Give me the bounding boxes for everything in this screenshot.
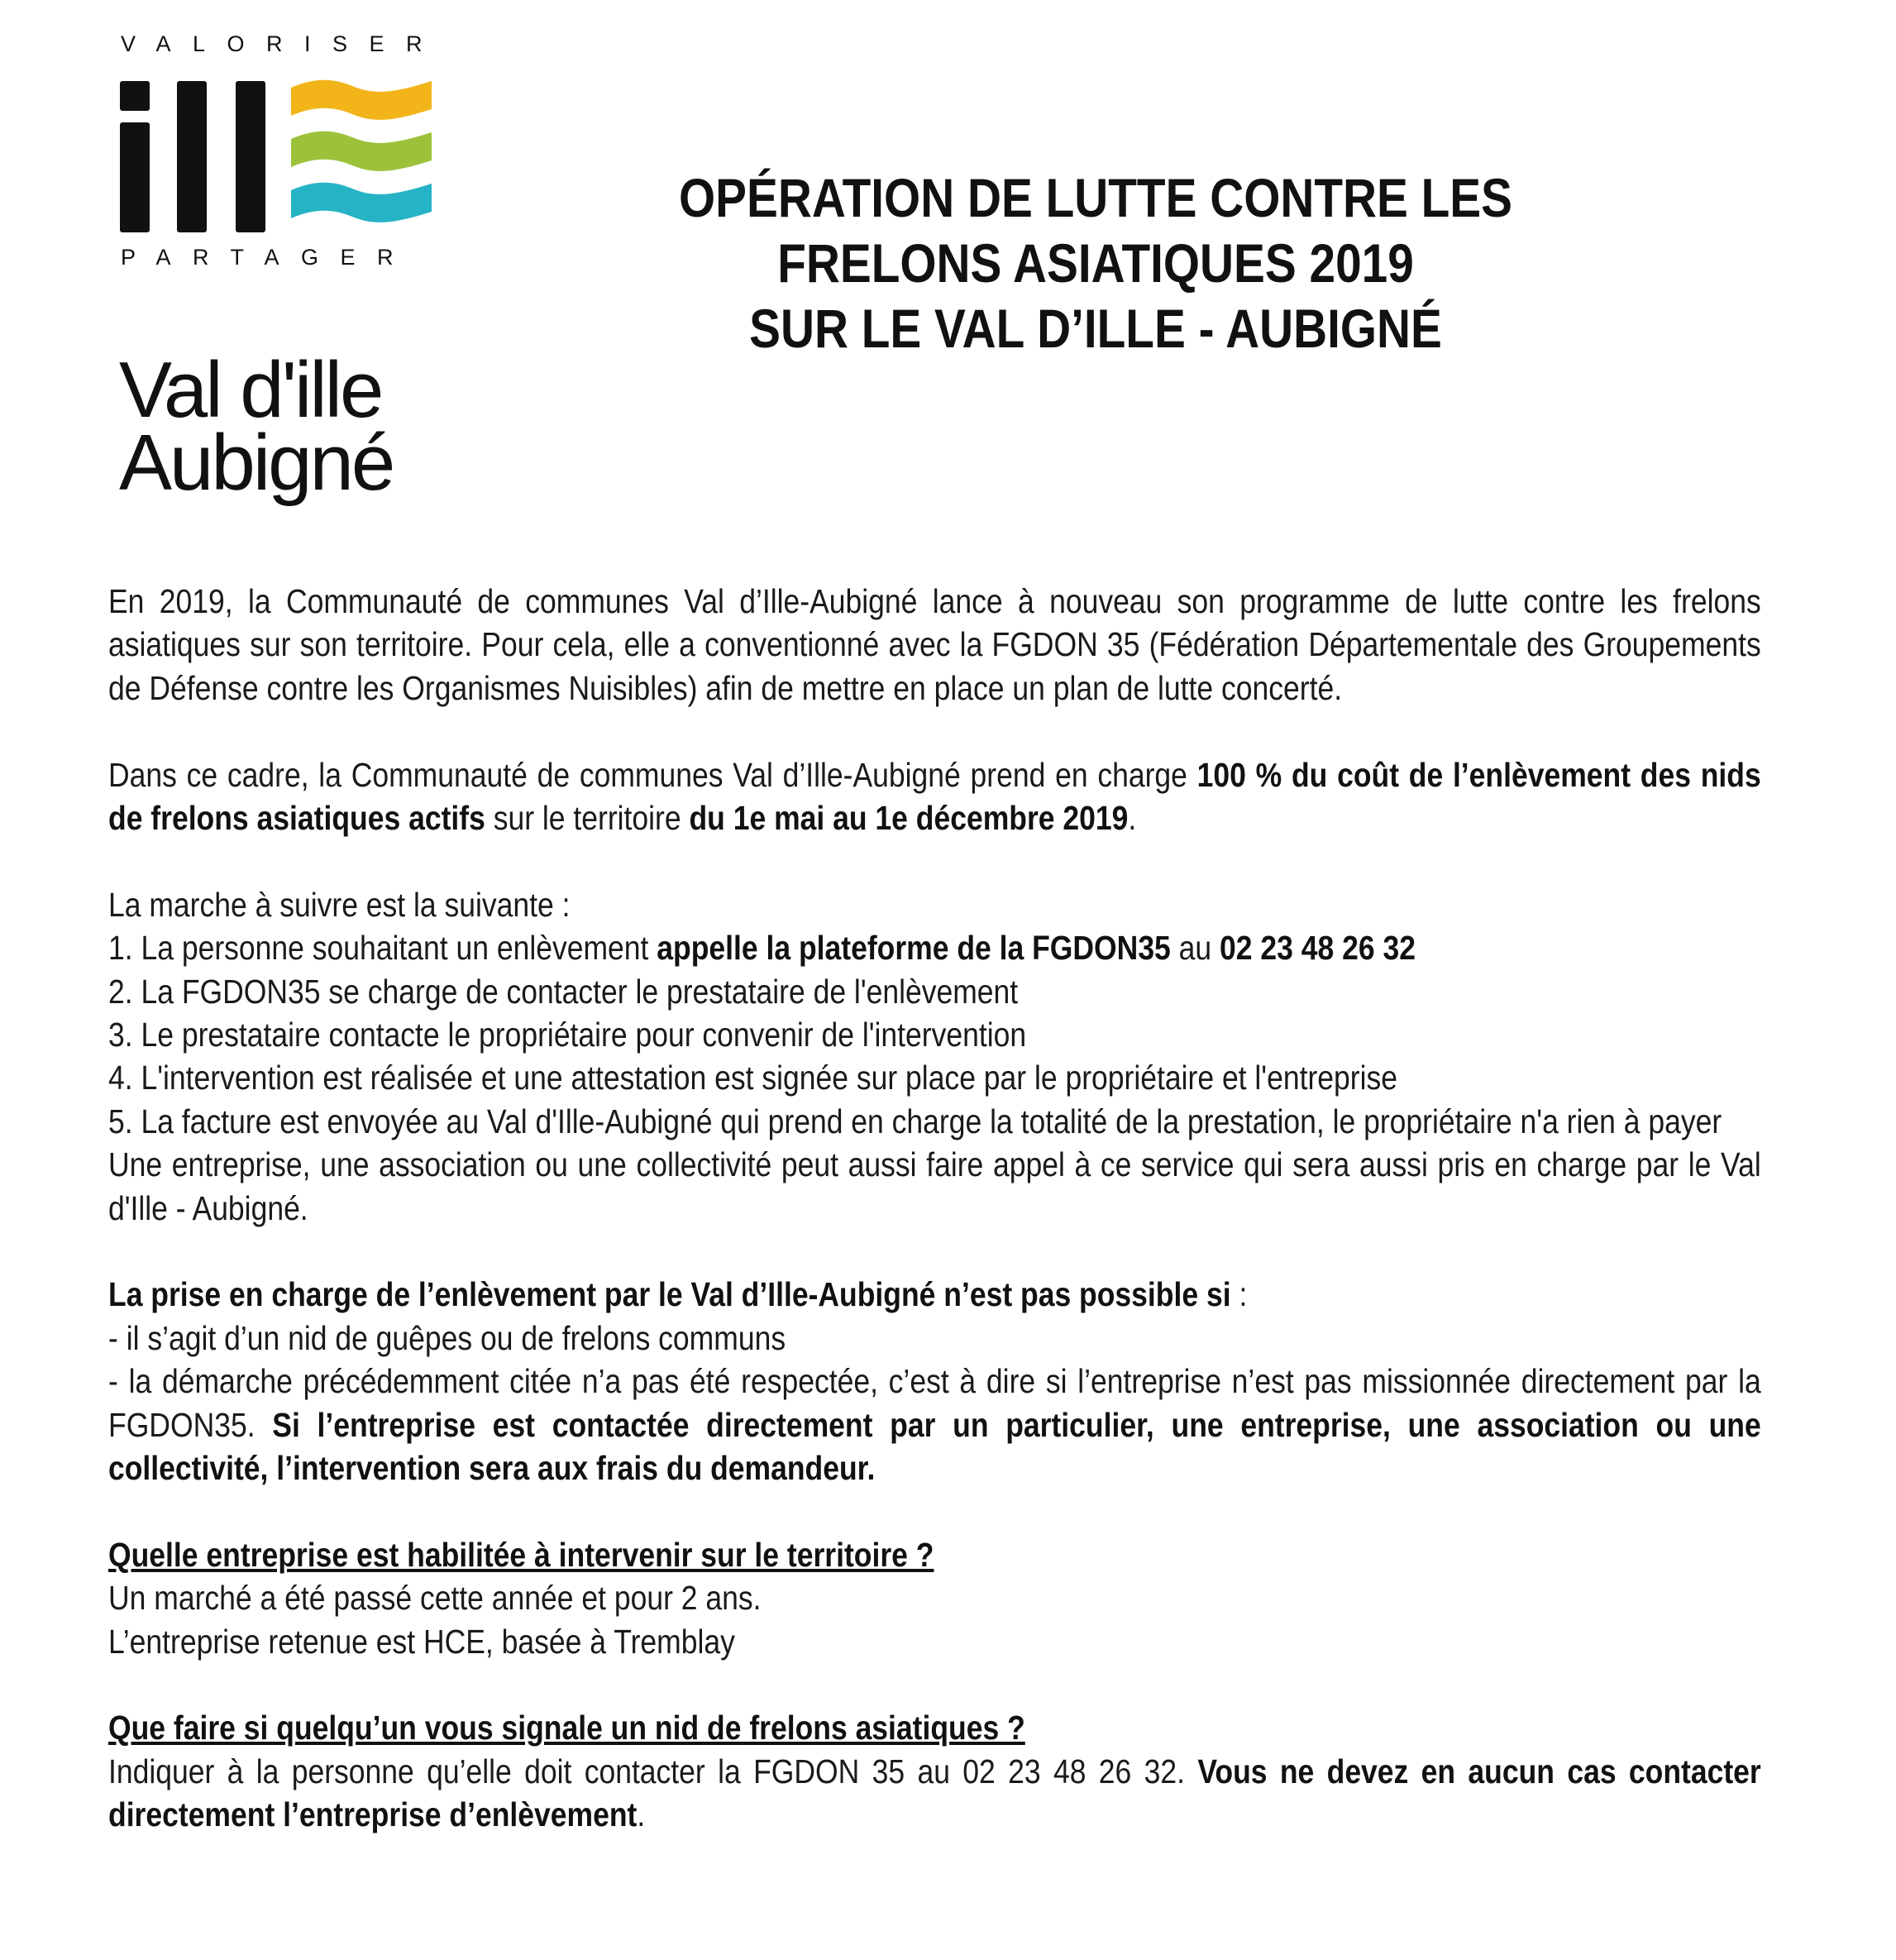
provider-section xyxy=(108,1533,1761,1663)
exclusions-heading-suffix: : xyxy=(1230,1275,1248,1314)
ille-logo-mark xyxy=(116,76,447,241)
report-section xyxy=(108,1706,1761,1836)
exclusions-heading xyxy=(108,1273,1761,1316)
logo-brand-line1: Val d'ille xyxy=(119,346,382,434)
logo-letter-l1 xyxy=(177,81,207,232)
exclusion-item-2-bold: Si l’entreprise est contactée directement par un particulier, une entreprise, une association ou une collectivité, l’intervention sera aux frais du demandeur. xyxy=(108,1405,1761,1488)
body-text-block xyxy=(108,580,1761,1837)
procedure-step-3: 3. Le prestataire contacte le propriétaire pour convenir de l'intervention xyxy=(108,1016,1027,1054)
report-suffix: . xyxy=(637,1795,646,1834)
step1-bold-platform: appelle la plateforme de la FGDON35 xyxy=(657,929,1171,968)
exclusions-heading-bold: La prise en charge de l’enlèvement par le Val d’Ille-Aubigné n’est pas possible si xyxy=(108,1275,1231,1314)
title-line-1: OPÉRATION DE LUTTE CONTRE LES xyxy=(678,167,1513,228)
procedure-intro: La marche à suivre est la suivante : xyxy=(108,885,571,924)
logo-val-d-ille-aubigne xyxy=(116,25,447,507)
title-line-2: FRELONS ASIATIQUES 2019 xyxy=(777,232,1414,294)
report-heading: Que faire si quelqu’un vous signale un nid de frelons asiatiques ? xyxy=(108,1709,1025,1747)
step1-middle: au xyxy=(1170,929,1220,968)
exclusion-item-2 xyxy=(108,1360,1761,1489)
funding-prefix: Dans ce cadre, la Communauté de communes Val d’Ille-Aubigné prend en charge xyxy=(108,755,1197,794)
logo-letter-l2 xyxy=(236,81,265,232)
procedure-step-4: 4. L'intervention est réalisée et une attestation est signée sur place par le propriétaire et l'entreprise xyxy=(108,1059,1397,1097)
provider-heading: Quelle entreprise est habilitée à intervenir sur le territoire ? xyxy=(108,1535,934,1574)
funding-suffix: . xyxy=(1128,799,1137,838)
logo-letter-i-dot xyxy=(120,81,150,111)
logo-wave-green xyxy=(291,131,432,171)
report-text: Indiquer à la personne qu’elle doit contacter la FGDON 35 au 02 23 48 26 32. xyxy=(108,1752,1198,1790)
step1-phone-number: 02 23 48 26 32 xyxy=(1220,929,1416,968)
exclusion-item-2-text: - la démarche précédemment citée n’a pas été respectée, c’est à dire si l’entreprise n’est pas missionnée directement par la FGDON35. xyxy=(108,1362,1761,1444)
funding-paragraph xyxy=(108,753,1761,840)
funding-middle: sur le territoire xyxy=(485,799,690,838)
step1-prefix: 1. La personne souhaitant un enlèvement xyxy=(108,929,657,968)
intro-paragraph: En 2019, la Communauté de communes Val d’Ille-Aubigné lance à nouveau son programme de lutte contre les frelons asiatiques sur son territoire. Pour cela, elle a conventionné avec la FGDON 35 (Fédération Départementale des Groupements de Défense contre les Organismes Nuisibles) afin de mettre en place un plan de lutte concerté. xyxy=(108,582,1761,707)
procedure-section xyxy=(108,883,1761,1230)
procedure-step-1 xyxy=(108,926,1761,969)
report-paragraph xyxy=(108,1750,1761,1837)
document-title xyxy=(609,165,1583,361)
logo-wave-cyan xyxy=(291,183,432,222)
title-line-3: SUR LE VAL D’ILLE - AUBIGNÉ xyxy=(749,298,1442,359)
funding-bold-dates: du 1e mai au 1e décembre 2019 xyxy=(689,799,1129,838)
logo-tagline-bottom: PARTAGER xyxy=(121,245,416,270)
procedure-step-5: 5. La facture est envoyée au Val d'Ille-Aubigné qui prend en charge la totalité de la prestation, le propriétaire n'a rien à payer xyxy=(108,1102,1722,1140)
provider-line-2: L’entreprise retenue est HCE, basée à Tremblay xyxy=(108,1622,735,1661)
ille-letters xyxy=(120,81,265,232)
exclusion-item-1: - il s’agit d’un nid de guêpes ou de frelons communs xyxy=(108,1318,786,1357)
report-bold-warning: Vous ne devez en aucun cas contacter directement l’entreprise d’enlèvement xyxy=(108,1752,1761,1834)
logo-brand-line2: Aubigné xyxy=(119,418,394,507)
procedure-step-2: 2. La FGDON35 se charge de contacter le prestataire de l'enlèvement xyxy=(108,972,1019,1011)
provider-line-1: Un marché a été passé cette année et pour 2 ans. xyxy=(108,1579,762,1618)
document-body xyxy=(108,580,1762,1837)
logo-wave-yellow xyxy=(291,80,432,120)
logo-tagline-top: VALORISER xyxy=(121,31,445,56)
procedure-note: Une entreprise, une association ou une collectivité peut aussi faire appel à ce service qui sera aussi pris en charge par le Val d'Ille - Aubigné. xyxy=(108,1145,1761,1227)
funding-bold-coverage: 100 % du coût de l’enlèvement des nids de frelons asiatiques actifs xyxy=(108,755,1761,838)
exclusions-section xyxy=(108,1273,1761,1489)
logo-letter-i-stem xyxy=(120,122,150,232)
